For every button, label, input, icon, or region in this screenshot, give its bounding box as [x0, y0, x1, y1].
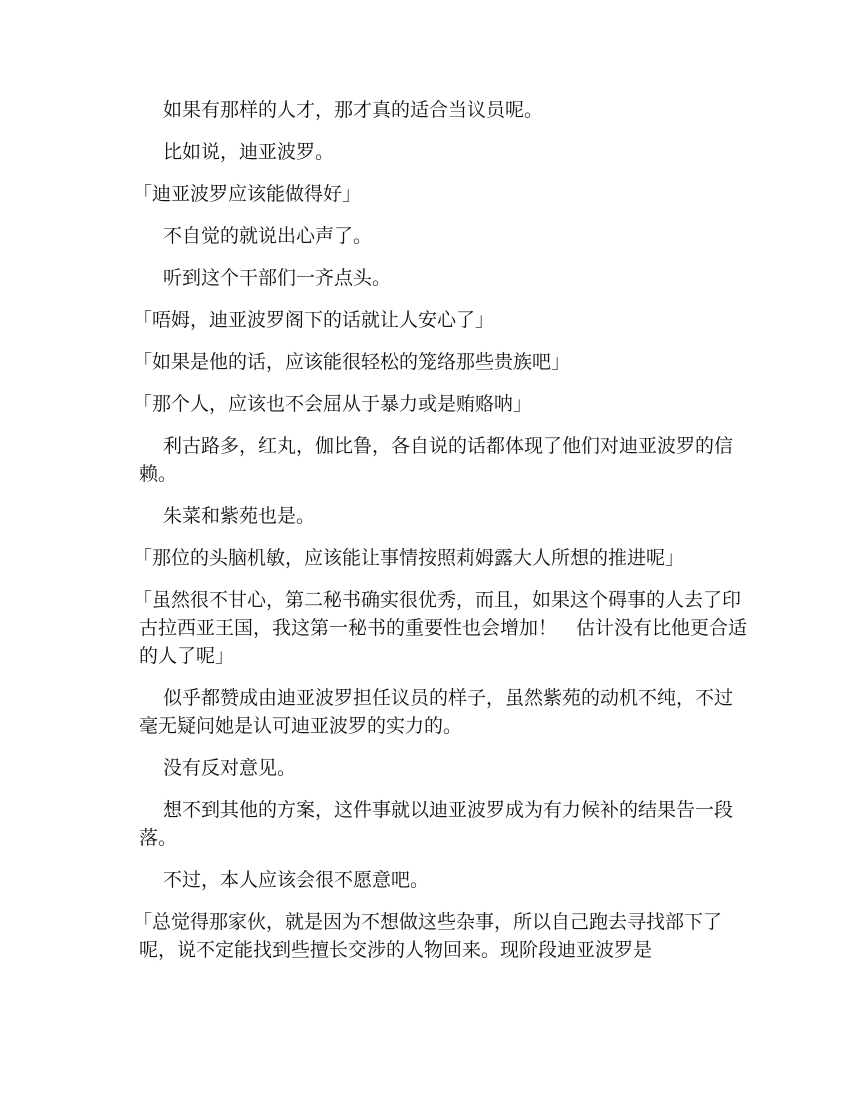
dialogue-line: 「虽然很不甘心，第二秘书确实很优秀，而且，如果这个碍事的人去了印古拉西亚王国，我这第一秘书的重要性也会增加！ 估计没有比他更合适的人了呢」: [133, 589, 748, 667]
paragraph: 不过，本人应该会很不愿意吧。: [163, 869, 430, 891]
paragraph: 朱菜和紫苑也是。: [163, 505, 316, 527]
dialogue-line: 「唔姆，迪亚波罗阁下的话就让人安心了」: [133, 309, 495, 331]
document-body: [133, 96, 751, 978]
dialogue-line: 「如果是他的话，应该能很轻松的笼络那些贵族吧」: [133, 351, 571, 373]
paragraph: 如果有那样的人才，那才真的适合当议员呢。: [163, 99, 544, 121]
paragraph: 想不到其他的方案，这件事就以迪亚波罗成为有力候补的结果告一段落。: [139, 799, 734, 849]
dialogue-line: 「那个人，应该也不会屈从于暴力或是贿赂呐」: [133, 393, 533, 415]
dialogue-line: 「那位的头脑机敏，应该能让事情按照莉姆露大人所想的推进呢」: [133, 547, 685, 569]
dialogue-line: 「总觉得那家伙，就是因为不想做这些杂事，所以自己跑去寻找部下了呢，说不定能找到些擅长交涉的人物回来。现阶段迪亚波罗是: [133, 911, 723, 961]
paragraph: 听到这个干部们一齐点头。: [163, 267, 392, 289]
paragraph: 没有反对意见。: [163, 757, 297, 779]
paragraph: 比如说，迪亚波罗。: [163, 141, 335, 163]
dialogue-line: 「迪亚波罗应该能做得好」: [133, 183, 362, 205]
paragraph: 似乎都赞成由迪亚波罗担任议员的样子，虽然紫苑的动机不纯，不过毫无疑问她是认可迪亚波罗的实力的。: [139, 687, 734, 737]
paragraph: 不自觉的就说出心声了。: [163, 225, 373, 247]
paragraph: 利古路多，红丸，伽比鲁，各自说的话都体现了他们对迪亚波罗的信赖。: [139, 435, 734, 485]
